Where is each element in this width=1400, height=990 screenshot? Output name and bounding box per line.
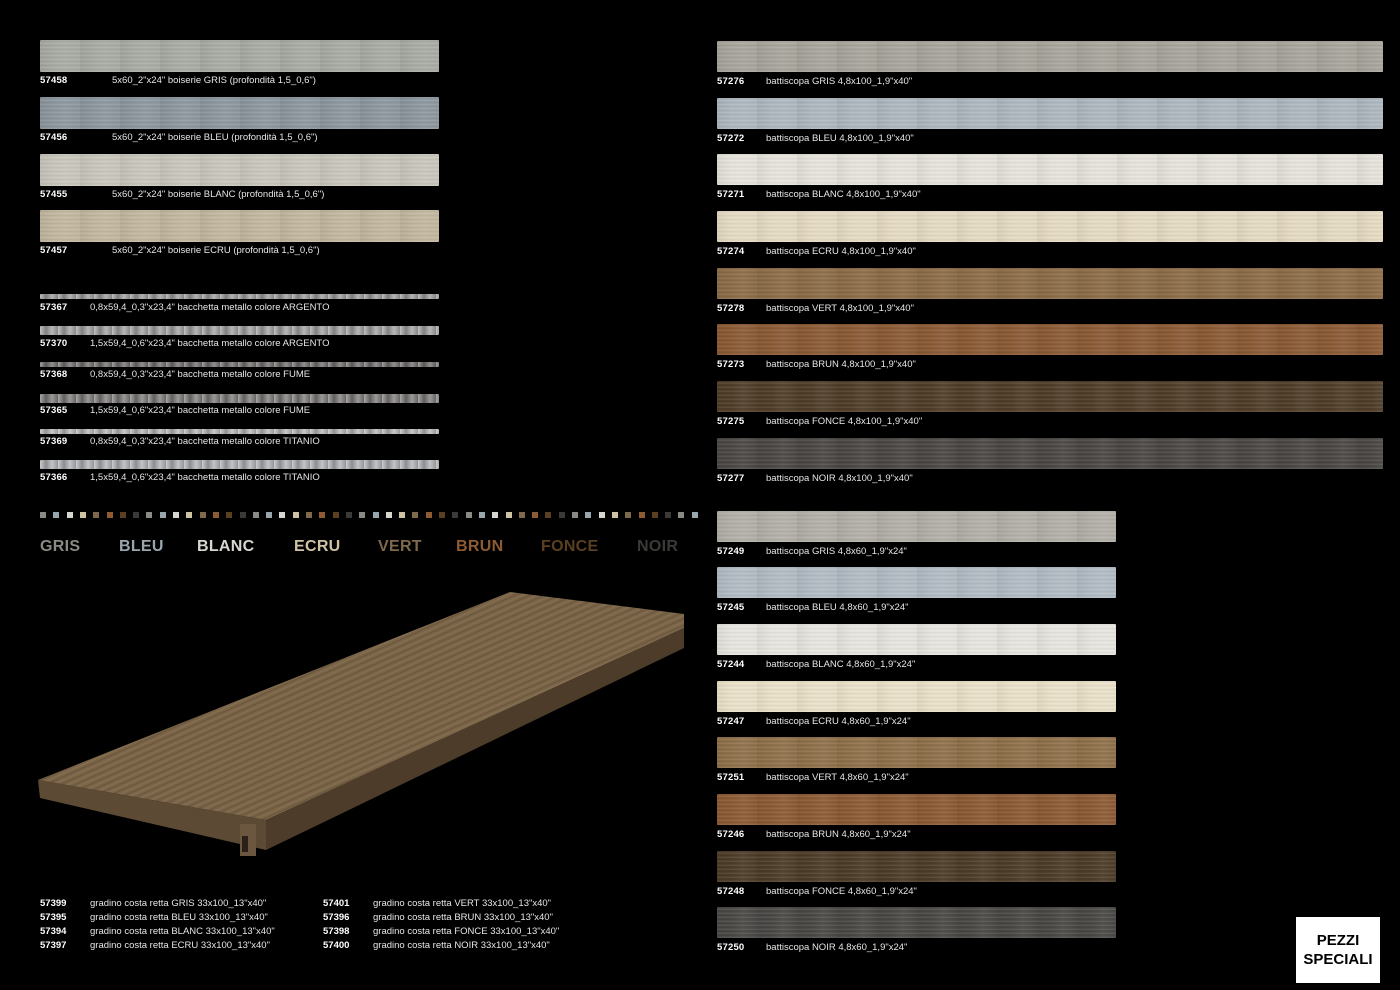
- product-code: 57365: [40, 405, 68, 416]
- color-dot: [652, 512, 658, 518]
- color-dot: [519, 512, 525, 518]
- battiscopa-swatch: [717, 794, 1116, 825]
- battiscopa-swatch: [717, 324, 1383, 355]
- battiscopa-swatch: [717, 211, 1383, 242]
- battiscopa-swatch: [717, 511, 1116, 542]
- product-code: 57275: [717, 416, 745, 427]
- product-code: 57247: [717, 716, 745, 727]
- product-code: 57399: [40, 898, 67, 909]
- product-code: 57394: [40, 926, 67, 937]
- boiserie-swatch: [40, 40, 439, 72]
- product-description: 0,8x59,4_0,3"x23,4" bacchetta metallo colore FUME: [90, 369, 311, 380]
- battiscopa-swatch: [717, 98, 1383, 129]
- product-code: 57244: [717, 659, 745, 670]
- product-code: 57273: [717, 359, 745, 370]
- color-dot: [240, 512, 246, 518]
- product-code: 57274: [717, 246, 745, 257]
- product-code: 57367: [40, 302, 68, 313]
- color-dot: [506, 512, 512, 518]
- badge-line-1: PEZZI: [1316, 932, 1360, 949]
- color-dot: [625, 512, 631, 518]
- product-description: 1,5x59,4_0,6"x23,4" bacchetta metallo colore ARGENTO: [90, 338, 330, 349]
- color-name: GRIS: [40, 538, 81, 555]
- color-name: BLANC: [197, 538, 255, 555]
- product-code: 57369: [40, 436, 68, 447]
- battiscopa-swatch: [717, 438, 1383, 469]
- color-dot: [559, 512, 565, 518]
- product-description: 0,8x59,4_0,3"x23,4" bacchetta metallo colore ARGENTO: [90, 302, 330, 313]
- color-name: BRUN: [456, 538, 504, 555]
- product-code: 57455: [40, 189, 68, 200]
- product-code: 57401: [323, 898, 350, 909]
- product-description: 5x60_2"x24" boiserie BLEU (profondità 1,5_0,6"): [112, 132, 318, 143]
- product-code: 57248: [717, 886, 745, 897]
- color-dot: [173, 512, 179, 518]
- color-dot: [386, 512, 392, 518]
- product-code: 57397: [40, 940, 67, 951]
- color-name: ECRU: [294, 538, 341, 555]
- color-dot: [665, 512, 671, 518]
- product-code: 57276: [717, 76, 745, 87]
- color-dot: [160, 512, 166, 518]
- color-dot: [599, 512, 605, 518]
- color-dot: [200, 512, 206, 518]
- color-dot: [306, 512, 312, 518]
- color-dot: [293, 512, 299, 518]
- product-code: 57246: [717, 829, 745, 840]
- product-code: 57245: [717, 602, 745, 613]
- color-dot: [359, 512, 365, 518]
- color-dot: [572, 512, 578, 518]
- product-description: gradino costa retta BRUN 33x100_13"x40": [373, 912, 553, 923]
- color-dot: [452, 512, 458, 518]
- badge-line-2: SPECIALI: [1303, 951, 1373, 968]
- color-dot: [612, 512, 618, 518]
- product-code: 57278: [717, 303, 745, 314]
- product-code: 57271: [717, 189, 745, 200]
- product-description: 5x60_2"x24" boiserie GRIS (profondità 1,5_0,6"): [112, 75, 316, 86]
- product-description: battiscopa BRUN 4,8x60_1,9"x24": [766, 829, 911, 840]
- color-name: NOIR: [637, 538, 679, 555]
- product-description: 1,5x59,4_0,6"x23,4" bacchetta metallo colore TITANIO: [90, 472, 320, 483]
- product-code: 57251: [717, 772, 745, 783]
- bacchetta-swatch: [40, 460, 439, 469]
- color-dot: [80, 512, 86, 518]
- product-code: 57400: [323, 940, 350, 951]
- product-description: battiscopa BLEU 4,8x60_1,9"x24": [766, 602, 909, 613]
- color-dot: [40, 512, 46, 518]
- product-description: 5x60_2"x24" boiserie BLANC (profondità 1,5_0,6"): [112, 189, 325, 200]
- color-dot: [479, 512, 485, 518]
- product-code: 57398: [323, 926, 350, 937]
- color-dot: [253, 512, 259, 518]
- color-dot: [67, 512, 73, 518]
- bacchetta-swatch: [40, 429, 439, 434]
- stair-step-image: [36, 588, 688, 863]
- product-code: 57368: [40, 369, 68, 380]
- color-dot: [639, 512, 645, 518]
- battiscopa-swatch: [717, 681, 1116, 712]
- boiserie-swatch: [40, 154, 439, 186]
- product-description: gradino costa retta GRIS 33x100_13"x40": [90, 898, 267, 909]
- boiserie-swatch: [40, 210, 439, 242]
- color-dot: [266, 512, 272, 518]
- color-dot: [678, 512, 684, 518]
- bacchetta-swatch: [40, 294, 439, 299]
- product-code: 57395: [40, 912, 67, 923]
- product-code: 57249: [717, 546, 745, 557]
- product-description: 0,8x59,4_0,3"x23,4" bacchetta metallo colore TITANIO: [90, 436, 320, 447]
- color-name: FONCE: [541, 538, 599, 555]
- color-dot: [439, 512, 445, 518]
- color-dot: [279, 512, 285, 518]
- battiscopa-swatch: [717, 41, 1383, 72]
- battiscopa-swatch: [717, 381, 1383, 412]
- product-code: 57396: [323, 912, 350, 923]
- battiscopa-swatch: [717, 154, 1383, 185]
- product-description: battiscopa NOIR 4,8x60_1,9"x24": [766, 942, 908, 953]
- product-description: battiscopa ECRU 4,8x100_1,9"x40": [766, 246, 916, 257]
- color-name: VERT: [378, 538, 422, 555]
- product-description: battiscopa VERT 4,8x60_1,9"x24": [766, 772, 909, 783]
- color-dot: [186, 512, 192, 518]
- product-description: battiscopa VERT 4,8x100_1,9"x40": [766, 303, 914, 314]
- product-description: gradino costa retta BLANC 33x100_13"x40": [90, 926, 275, 937]
- battiscopa-swatch: [717, 851, 1116, 882]
- color-dot: [120, 512, 126, 518]
- product-code: 57457: [40, 245, 68, 256]
- boiserie-swatch: [40, 97, 439, 129]
- color-dot: [146, 512, 152, 518]
- product-description: battiscopa FONCE 4,8x60_1,9"x24": [766, 886, 917, 897]
- bacchetta-swatch: [40, 394, 439, 403]
- color-dot: [133, 512, 139, 518]
- color-dot: [319, 512, 325, 518]
- color-dot: [346, 512, 352, 518]
- product-code: 57250: [717, 942, 745, 953]
- product-description: battiscopa BLANC 4,8x100_1,9"x40": [766, 189, 921, 200]
- product-description: battiscopa GRIS 4,8x60_1,9"x24": [766, 546, 907, 557]
- color-dot: [692, 512, 698, 518]
- pezzi-speciali-badge: [1296, 917, 1380, 983]
- color-dot: [532, 512, 538, 518]
- color-dot: [545, 512, 551, 518]
- battiscopa-swatch: [717, 907, 1116, 938]
- product-code: 57458: [40, 75, 68, 86]
- product-description: battiscopa BLANC 4,8x60_1,9"x24": [766, 659, 916, 670]
- product-code: 57366: [40, 472, 68, 483]
- color-dot: [213, 512, 219, 518]
- color-dot: [426, 512, 432, 518]
- product-code: 57272: [717, 133, 745, 144]
- product-description: 5x60_2"x24" boiserie ECRU (profondità 1,5_0,6"): [112, 245, 320, 256]
- color-dot: [93, 512, 99, 518]
- product-code: 57277: [717, 473, 745, 484]
- product-description: battiscopa GRIS 4,8x100_1,9"x40": [766, 76, 913, 87]
- battiscopa-swatch: [717, 567, 1116, 598]
- color-dot: [107, 512, 113, 518]
- color-name: BLEU: [119, 538, 164, 555]
- product-description: gradino costa retta NOIR 33x100_13"x40": [373, 940, 550, 951]
- product-code: 57370: [40, 338, 68, 349]
- color-dot: [226, 512, 232, 518]
- color-dot: [333, 512, 339, 518]
- product-description: gradino costa retta ECRU 33x100_13"x40": [90, 940, 270, 951]
- product-description: gradino costa retta VERT 33x100_13"x40": [373, 898, 552, 909]
- product-description: gradino costa retta FONCE 33x100_13"x40": [373, 926, 560, 937]
- color-dot: [399, 512, 405, 518]
- battiscopa-swatch: [717, 737, 1116, 768]
- product-description: battiscopa BLEU 4,8x100_1,9"x40": [766, 133, 914, 144]
- bacchetta-swatch: [40, 362, 439, 367]
- color-dot: [412, 512, 418, 518]
- color-dot: [585, 512, 591, 518]
- product-description: battiscopa ECRU 4,8x60_1,9"x24": [766, 716, 911, 727]
- color-dot: [373, 512, 379, 518]
- product-code: 57456: [40, 132, 68, 143]
- battiscopa-swatch: [717, 624, 1116, 655]
- product-description: battiscopa NOIR 4,8x100_1,9"x40": [766, 473, 913, 484]
- battiscopa-swatch: [717, 268, 1383, 299]
- color-dot: [492, 512, 498, 518]
- product-description: battiscopa BRUN 4,8x100_1,9"x40": [766, 359, 916, 370]
- product-description: gradino costa retta BLEU 33x100_13"x40": [90, 912, 268, 923]
- bacchetta-swatch: [40, 326, 439, 335]
- color-dot: [466, 512, 472, 518]
- product-description: battiscopa FONCE 4,8x100_1,9"x40": [766, 416, 923, 427]
- color-dot: [53, 512, 59, 518]
- product-description: 1,5x59,4_0,6"x23,4" bacchetta metallo colore FUME: [90, 405, 311, 416]
